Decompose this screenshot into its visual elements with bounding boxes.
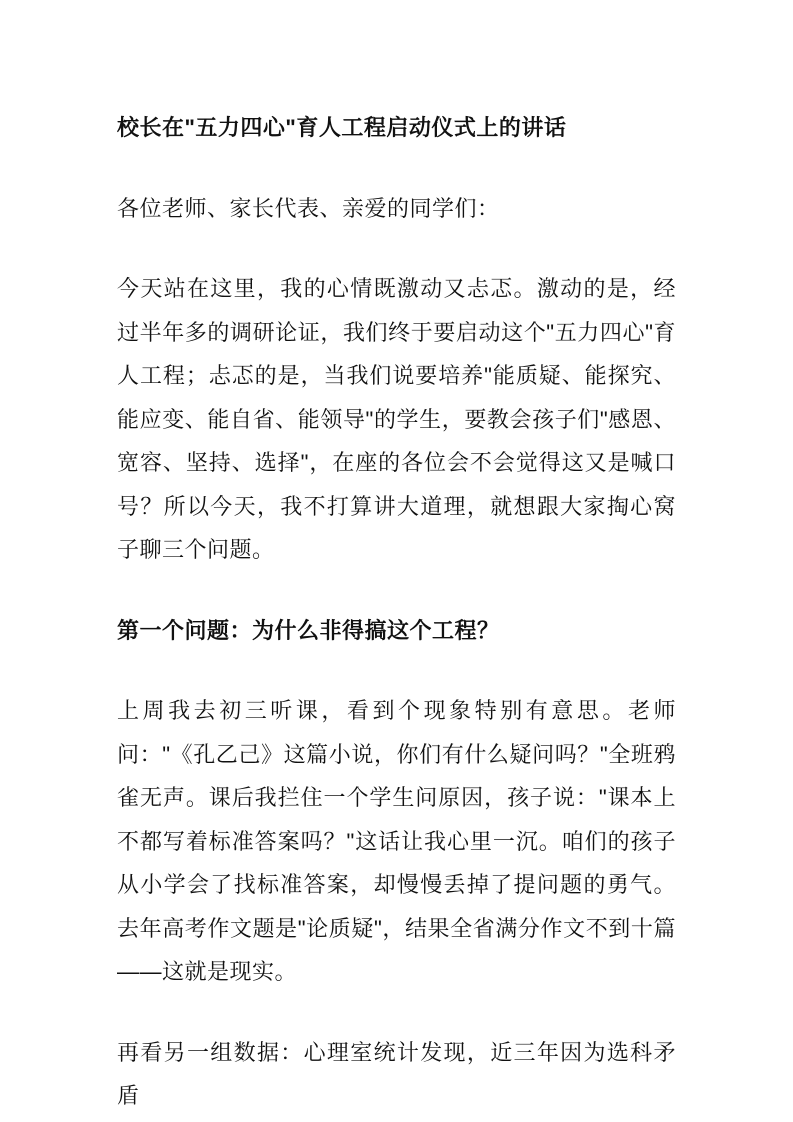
paragraph-classroom-story: 上周我去初三听课，看到个现象特别有意思。老师问："《孔乙己》这篇小说，你们有什么疑问吗？"全班鸦雀无声。课后我拦住一个学生问原因，孩子说："课本上不都写着标准答案吗？"这话让我心里一沉。咱们的孩子从小学会了找标准答案，却慢慢丢掉了提问题的勇气。去年高考作文题是"论质疑"，结果全省满分作文不到十篇——这就是现实。: [117, 698, 676, 984]
document-title: 校长在"五力四心"育人工程启动仪式上的讲话: [117, 115, 567, 140]
paragraph-counseling-data: 再看另一组数据：心理室统计发现，近三年因为选科矛盾: [117, 1039, 676, 1108]
section-heading-question-1: 第一个问题：为什么非得搞这个工程？: [117, 617, 500, 643]
intro-paragraph: 今天站在这里，我的心情既激动又忐忑。激动的是，经过半年多的调研论证，我们终于要启动这个"五力四心"育人工程；忐忑的是，当我们说要培养"能质疑、能探究、能应变、能自省、能领导"的学生，要教会孩子们"感恩、宽容、坚持、选择"，在座的各位会不会觉得这又是喊口号？所以今天，我不打算讲大道理，就想跟大家掏心窝子聊三个问题。: [117, 276, 676, 562]
salutation-line: 各位老师、家长代表、亲爱的同学们：: [117, 195, 500, 221]
